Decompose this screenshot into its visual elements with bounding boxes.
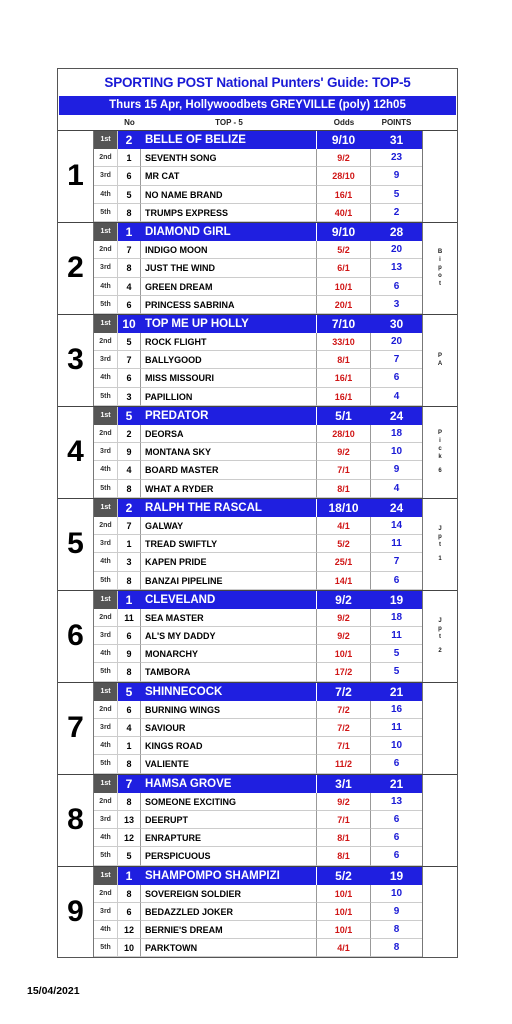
points-value: 31 [371,131,422,149]
runner-number: 4 [118,719,141,737]
points-value: 5 [371,186,422,204]
horse-name: PRINCESS SABRINA [141,296,317,314]
runner-number: 3 [118,388,141,406]
odds-value: 10/1 [317,903,371,921]
runner-number: 6 [118,701,141,719]
odds-value: 5/2 [317,535,371,553]
position-label: 3rd [94,903,118,921]
position-label: 1st [94,591,118,609]
position-label: 2nd [94,609,118,627]
horse-name: TREAD SWIFTLY [141,535,317,553]
horse-name: SEVENTH SONG [141,149,317,167]
page-title: SPORTING POST National Punters' Guide: TOP-5 [104,75,411,90]
horse-name: NO NAME BRAND [141,186,317,204]
race-number: 5 [58,499,94,590]
horse-name: MONARCHY [141,645,317,663]
odds-value: 8/1 [317,351,371,369]
points-value: 14 [371,517,422,535]
runner-number: 6 [118,167,141,185]
bet-type-letter: P [437,353,442,360]
horse-name: HAMSA GROVE [141,775,317,793]
runner-number: 7 [118,775,141,793]
position-label: 2nd [94,517,118,535]
horse-name: DEORSA [141,425,317,443]
no-column-header: No [124,118,135,127]
bet-type-letter: c [438,446,442,453]
odds-value: 9/2 [317,149,371,167]
odds-value: 7/2 [317,683,371,701]
horse-name: ROCK FLIGHT [141,333,317,351]
position-label: 1st [94,499,118,517]
runner-number: 1 [118,591,141,609]
runner-number: 10 [118,315,141,333]
horse-name: TRUMPS EXPRESS [141,204,317,222]
odds-value: 33/10 [317,333,371,351]
horse-name: BELLE OF BELIZE [141,131,317,149]
points-value: 10 [371,737,422,755]
race-block [58,590,457,682]
points-value: 28 [371,223,422,241]
odds-value: 28/10 [317,425,371,443]
points-value: 6 [371,369,422,387]
position-label: 5th [94,755,118,773]
points-value: 20 [371,333,422,351]
runner-number: 1 [118,223,141,241]
runner-number: 13 [118,811,141,829]
position-label: 5th [94,847,118,865]
odds-value: 14/1 [317,572,371,590]
runner-number: 1 [118,149,141,167]
race-number: 4 [58,407,94,498]
points-value: 11 [371,719,422,737]
odds-value: 7/10 [317,315,371,333]
bet-type-letter: k [438,454,442,461]
bet-type-note [422,867,457,958]
odds-value: 10/1 [317,645,371,663]
runner-number: 6 [118,627,141,645]
position-label: 4th [94,369,118,387]
position-label: 5th [94,296,118,314]
odds-value: 8/1 [317,480,371,498]
runner-number: 2 [118,131,141,149]
horse-name: MR CAT [141,167,317,185]
odds-value: 5/2 [317,867,371,885]
horse-name: GALWAY [141,517,317,535]
bet-type-letter: t [439,634,441,641]
position-label: 3rd [94,351,118,369]
horse-name: PAPILLION [141,388,317,406]
odds-value: 25/1 [317,553,371,571]
runner-number: 9 [118,645,141,663]
position-label: 4th [94,278,118,296]
horse-name: DIAMOND GIRL [141,223,317,241]
position-label: 3rd [94,443,118,461]
runner-number: 9 [118,443,141,461]
runner-number: 8 [118,259,141,277]
horse-name: BURNING WINGS [141,701,317,719]
points-value: 16 [371,701,422,719]
position-label: 5th [94,388,118,406]
bet-type-note [422,775,457,866]
odds-value: 18/10 [317,499,371,517]
points-value: 4 [371,480,422,498]
horse-name: KAPEN PRIDE [141,553,317,571]
position-label: 3rd [94,627,118,645]
position-label: 1st [94,315,118,333]
runner-number: 2 [118,499,141,517]
odds-value: 9/2 [317,627,371,645]
points-value: 19 [371,591,422,609]
horse-name: SAVIOUR [141,719,317,737]
horse-name: PERSPICUOUS [141,847,317,865]
bet-type-letter: 1 [438,556,442,563]
race-block [58,866,457,958]
race-block [58,222,457,314]
position-label: 4th [94,921,118,939]
points-value: 6 [371,572,422,590]
position-label: 4th [94,829,118,847]
horse-name: KINGS ROAD [141,737,317,755]
runner-number: 5 [118,333,141,351]
runner-number: 8 [118,204,141,222]
runner-number: 8 [118,572,141,590]
odds-value: 8/1 [317,847,371,865]
horse-name: BOARD MASTER [141,461,317,479]
odds-value: 16/1 [317,388,371,406]
bet-type-letter: t [439,542,441,549]
bet-type-letter: p [438,534,442,541]
odds-value: 7/2 [317,701,371,719]
runner-number: 7 [118,241,141,259]
runner-number: 8 [118,793,141,811]
points-value: 11 [371,535,422,553]
runner-number: 3 [118,553,141,571]
position-label: 4th [94,553,118,571]
odds-value: 5/1 [317,407,371,425]
odds-value: 4/1 [317,939,371,957]
odds-value: 16/1 [317,186,371,204]
runner-number: 1 [118,867,141,885]
top5-column-header: TOP - 5 [215,118,243,127]
runner-number: 11 [118,609,141,627]
points-value: 24 [371,499,422,517]
horse-name: JUST THE WIND [141,259,317,277]
points-value: 9 [371,461,422,479]
points-value: 20 [371,241,422,259]
horse-name: CLEVELAND [141,591,317,609]
position-label: 2nd [94,333,118,351]
bet-type-letter: o [438,273,442,280]
position-label: 4th [94,461,118,479]
horse-name: TOP ME UP HOLLY [141,315,317,333]
points-value: 5 [371,645,422,663]
odds-value: 40/1 [317,204,371,222]
race-block [58,130,457,222]
runner-number: 2 [118,425,141,443]
position-label: 3rd [94,167,118,185]
position-label: 3rd [94,811,118,829]
points-value: 24 [371,407,422,425]
horse-name: INDIGO MOON [141,241,317,259]
odds-value: 3/1 [317,775,371,793]
points-value: 23 [371,149,422,167]
odds-value: 4/1 [317,517,371,535]
horse-name: DEERUPT [141,811,317,829]
bet-type-letter: P [437,430,442,437]
points-value: 6 [371,811,422,829]
horse-name: SOMEONE EXCITING [141,793,317,811]
race-number: 1 [58,131,94,222]
race-number: 9 [58,867,94,958]
horse-name: MISS MISSOURI [141,369,317,387]
position-label: 2nd [94,149,118,167]
points-value: 6 [371,847,422,865]
odds-value: 9/10 [317,131,371,149]
position-label: 1st [94,867,118,885]
points-value: 8 [371,939,422,957]
runner-number: 12 [118,921,141,939]
position-label: 5th [94,663,118,681]
odds-value: 7/1 [317,737,371,755]
bet-type-letter: 2 [438,648,442,655]
footer-date: 15/04/2021 [27,985,80,997]
horse-name: SEA MASTER [141,609,317,627]
horse-name: AL'S MY DADDY [141,627,317,645]
points-value: 19 [371,867,422,885]
race-number: 2 [58,223,94,314]
meeting-subtitle: Thurs 15 Apr, Hollywoodbets GREYVILLE (poly) 12h05 [59,96,456,115]
runner-number: 1 [118,535,141,553]
bet-type-letter: J [438,526,442,533]
position-label: 4th [94,737,118,755]
odds-value: 10/1 [317,278,371,296]
runner-number: 5 [118,186,141,204]
position-label: 1st [94,131,118,149]
points-value: 6 [371,755,422,773]
position-label: 1st [94,775,118,793]
points-value: 30 [371,315,422,333]
bet-type-note [422,315,457,406]
points-value: 21 [371,775,422,793]
runner-number: 7 [118,517,141,535]
points-value: 13 [371,793,422,811]
horse-name: PREDATOR [141,407,317,425]
points-value: 9 [371,167,422,185]
runner-number: 4 [118,461,141,479]
column-header-row [58,115,457,130]
points-value: 2 [371,204,422,222]
position-label: 1st [94,683,118,701]
position-label: 2nd [94,425,118,443]
bet-type-note [422,223,457,314]
bet-type-letter: B [437,249,443,256]
bet-type-letter: t [439,281,441,288]
horse-name: RALPH THE RASCAL [141,499,317,517]
runner-number: 1 [118,737,141,755]
runner-number: 5 [118,683,141,701]
odds-value: 7/2 [317,719,371,737]
bet-type-letter: i [439,438,441,445]
bet-type-letter: i [439,257,441,264]
runner-number: 8 [118,755,141,773]
bet-type-note [422,131,457,222]
horse-name: VALIENTE [141,755,317,773]
position-label: 5th [94,204,118,222]
bet-type-letter: A [437,361,443,368]
horse-name: TAMBORA [141,663,317,681]
race-block [58,774,457,866]
odds-value: 6/1 [317,259,371,277]
odds-value: 7/1 [317,461,371,479]
points-value: 7 [371,553,422,571]
points-value: 6 [371,278,422,296]
odds-value: 28/10 [317,167,371,185]
horse-name: PARKTOWN [141,939,317,957]
points-value: 11 [371,627,422,645]
race-column-header [58,115,94,130]
odds-value: 7/1 [317,811,371,829]
odds-value: 9/2 [317,443,371,461]
runner-number: 8 [118,480,141,498]
position-label: 3rd [94,535,118,553]
notes-column-header [422,115,457,130]
runner-number: 10 [118,939,141,957]
position-label: 5th [94,572,118,590]
runner-number: 7 [118,351,141,369]
runner-number: 6 [118,903,141,921]
horse-name: BALLYGOOD [141,351,317,369]
odds-value: 8/1 [317,829,371,847]
odds-value: 17/2 [317,663,371,681]
bet-type-letter: 6 [438,468,442,475]
horse-name: SOVEREIGN SOLDIER [141,885,317,903]
bet-type-note [422,407,457,498]
position-label: 4th [94,186,118,204]
races-table [58,130,457,957]
points-value: 21 [371,683,422,701]
position-label: 2nd [94,793,118,811]
odds-value: 9/10 [317,223,371,241]
race-block [58,314,457,406]
points-column-header: POINTS [381,118,412,127]
odds-value: 10/1 [317,885,371,903]
horse-name: MONTANA SKY [141,443,317,461]
odds-value: 11/2 [317,755,371,773]
horse-name: SHAMPOMPO SHAMPIZI [141,867,317,885]
odds-value: 9/2 [317,609,371,627]
points-value: 7 [371,351,422,369]
points-value: 18 [371,609,422,627]
horse-name: BEDAZZLED JOKER [141,903,317,921]
horse-name: BERNIE'S DREAM [141,921,317,939]
points-value: 10 [371,443,422,461]
bet-type-note [422,499,457,590]
runner-number: 4 [118,278,141,296]
points-value: 8 [371,921,422,939]
odds-value: 9/2 [317,793,371,811]
points-value: 10 [371,885,422,903]
bet-type-note [422,683,457,774]
position-label: 2nd [94,885,118,903]
odds-value: 16/1 [317,369,371,387]
position-column-header [94,115,118,130]
position-label: 4th [94,645,118,663]
odds-value: 10/1 [317,921,371,939]
points-value: 6 [371,829,422,847]
horse-name: BANZAI PIPELINE [141,572,317,590]
runner-number: 8 [118,663,141,681]
horse-name: WHAT A RYDER [141,480,317,498]
odds-column-header: Odds [333,118,355,127]
race-block [58,498,457,590]
bet-type-letter: p [438,626,442,633]
position-label: 5th [94,939,118,957]
points-value: 13 [371,259,422,277]
race-number: 6 [58,591,94,682]
position-label: 1st [94,407,118,425]
bet-type-note [422,591,457,682]
points-value: 18 [371,425,422,443]
position-label: 2nd [94,241,118,259]
punters-guide-sheet [57,68,458,958]
runner-number: 6 [118,369,141,387]
position-label: 1st [94,223,118,241]
race-number: 8 [58,775,94,866]
horse-name: ENRAPTURE [141,829,317,847]
runner-number: 12 [118,829,141,847]
race-number: 3 [58,315,94,406]
points-value: 9 [371,903,422,921]
odds-value: 5/2 [317,241,371,259]
bet-type-letter: p [438,265,442,272]
runner-number: 5 [118,847,141,865]
position-label: 5th [94,480,118,498]
runner-number: 5 [118,407,141,425]
horse-name: SHINNECOCK [141,683,317,701]
points-value: 5 [371,663,422,681]
runner-number: 8 [118,885,141,903]
horse-name: GREEN DREAM [141,278,317,296]
position-label: 2nd [94,701,118,719]
odds-value: 9/2 [317,591,371,609]
race-number: 7 [58,683,94,774]
points-value: 3 [371,296,422,314]
bet-type-letter: J [438,618,442,625]
runner-number: 6 [118,296,141,314]
position-label: 3rd [94,719,118,737]
position-label: 3rd [94,259,118,277]
race-block [58,406,457,498]
points-value: 4 [371,388,422,406]
odds-value: 20/1 [317,296,371,314]
race-block [58,682,457,774]
